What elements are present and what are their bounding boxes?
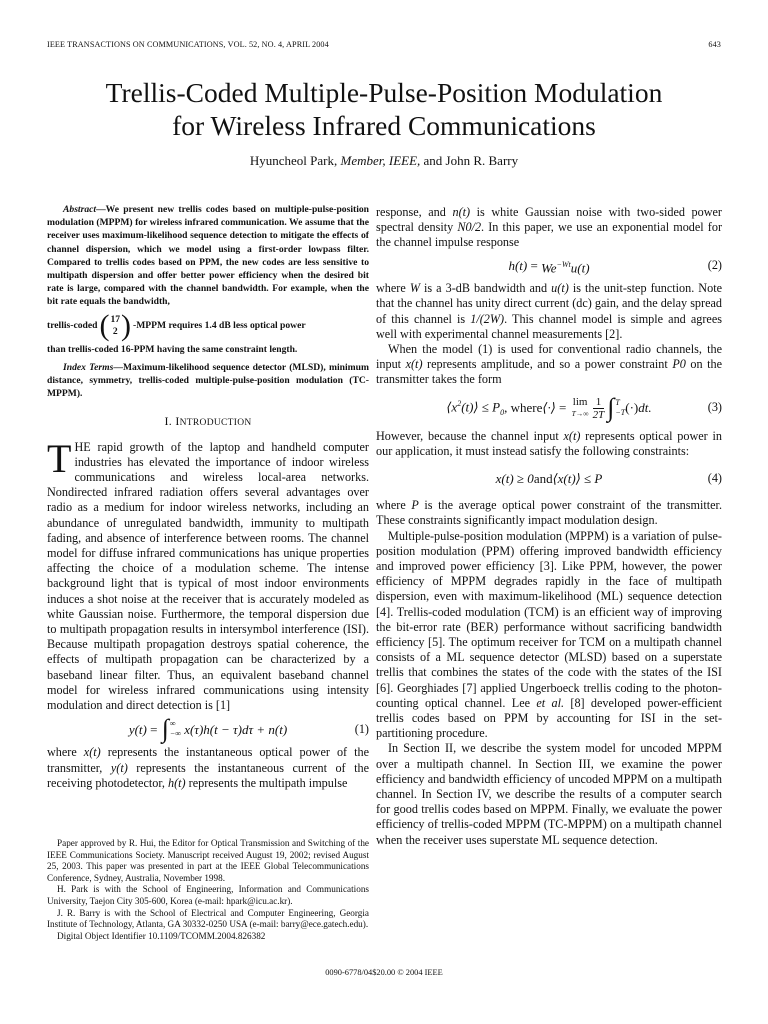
right-column: [376, 205, 722, 848]
title-line-1: Trellis-Coded Multiple-Pulse-Position Modulation: [105, 77, 663, 108]
abstract-binom-suffix: -MPPM requires 1.4 dB less optical power: [133, 320, 306, 332]
left-column: [47, 203, 369, 791]
journal-citation: IEEE TRANSACTIONS ON COMMUNICATIONS, VOL. 52, NO. 4, APRIL 2004: [47, 40, 329, 49]
right-paragraph-7: In Section II, we describe the system model for uncoded MPPM over a multipath channel. In Section III, we examine the power efficiency and bandwidth efficiency of uncoded MPPM on a multipath channel. In Section IV, we describe the results of a computer search for good trellis codes based on MPPM. Finally, we evaluate the power efficiency of trellis-coded MPPM (TC-MPPM) on a multipath channel when the receiver uses superstate ML sequence detection.: [376, 741, 722, 847]
footnote-barry: J. R. Barry is with the School of Electrical and Computer Engineering, Georgia Institute of Technology, Atlanta, GA 30332-0250 USA (e-mail: barry@ece.gatech.edu).: [47, 907, 369, 930]
paper-title: [0, 76, 768, 142]
right-paragraph-4: However, because the channel input x(t) represents optical power in our application, it must instead satisfy the following constraints:: [376, 428, 722, 458]
footnote-park: H. Park is with the School of Engineering, Information and Communications University, Taejon City 305-600, Korea (e-mail: hpark@icu.ac.kr).: [47, 884, 369, 906]
equation-1: y(t) = ∫ ∞ −∞ x(τ)h(t − τ)dτ + n(t) (1): [128, 714, 369, 744]
binomial-coefficient: ( 17 2 ): [99, 308, 132, 342]
equation-4-number: (4): [707, 470, 722, 485]
copyright-line: 0090-6778/04$20.00 © 2004 IEEE: [325, 968, 443, 977]
footnote-doi: Digital Object Identifier 10.1109/TCOMM.2004.826382: [57, 930, 266, 941]
binom-bottom: 2: [112, 325, 118, 337]
index-terms-text: —Maximum-likelihood sequence detector (MLSD), minimum distance, symmetry, trellis-coded multiple-pulse-position modulation (TC-MPPM).: [47, 361, 369, 400]
author-1: Hyuncheol Park,: [249, 153, 338, 168]
intro-paragraph: THE rapid growth of the laptop and handheld computer industries has elevated the importance of indoor wireless communications and wireless local-area networks. Nondirected infrared radiation offers several advantages over radio as a medium for indoor wireless networks, including an abundance of unregulated bandwidth, immunity to multipath fading, and absence of interference between rooms. The channel model for diffuse infrared communications has unique properties affecting the choice of a modulation scheme. The intense background light that is typical of most indoor environments induces a shot noise at the receiver that is accurately modeled as white Gaussian noise. Furthermore, the temporal dispersion due to multipath propagation results in intersymbol interference (ISI). Because multipath propagation destroys spatial coherence, the effects of multipath propagation can be characterized by a baseband linear filter. Thus, an equivalent baseband channel model for wireless infrared communications using intensity modulation and direct detection is [1]: [47, 435, 369, 713]
equation-3: $⟨x^2(t)⟩ \le P_0$ , where ⟨·⟩ = lim T→∞ $\frac{1}{2T}$ ∫ T −T (·) dt. (3): [446, 393, 722, 423]
abstract-tail: than trellis-coded 16-PPM having the same constraint length.: [47, 343, 298, 355]
author-list: [0, 153, 768, 169]
running-head: [47, 40, 721, 49]
equation-2-number: (2): [707, 258, 722, 273]
section-heading-introduction: I. INTRODUCTION: [164, 414, 252, 429]
binom-top: 17: [110, 313, 121, 325]
right-paragraph-5: where P is the average optical power constraint of the transmitter. These constraints significantly impact modulation design.: [376, 498, 722, 528]
title-line-2: for Wireless Infrared Communications: [172, 110, 596, 141]
author-2: and John R. Barry: [420, 153, 519, 168]
equation-3-number: (3): [707, 400, 722, 415]
right-paragraph-3: When the model (1) is used for conventional radio channels, the input x(t) represents amplitude, and so a power constraint P0 on the transmitter takes the form: [376, 341, 722, 387]
index-terms-label: Index Terms: [63, 361, 114, 373]
abstract: [47, 203, 369, 400]
equation-2: h(t) = $We^{-Wt}u(t)$ (2): [508, 258, 722, 275]
right-paragraph-6: Multiple-pulse-position modulation (MPPM) is a variation of pulse-position modulation (PPM) offering improved bandwidth efficiency and improved power efficiency [3]. Like PPM, however, the power efficiency of MPPM degrades rapidly in the face of multipath dispersion, even with maximum-likelihood (ML) sequence detection [4]. Trellis-coded modulation (TCM) is an efficient way of improving the bit-error rate (BER) performance without sacrificing bandwidth efficiency [5]. The optimum receiver for TCM on a multipath channel consists of a ML sequence detector (MLSD) based on a superstate trellis that combines the states of the code with the states of the ISI [6]. Georghiades [7] applied Ungerboeck trellis coding to the photon-counting optical channel. Lee et al. [8] developed power-efficient trellis codes based on PPM by accounting for ISI in the set-partitioning procedure.: [376, 528, 722, 741]
abstract-text: —We present new trellis codes based on multiple-pulse-position modulation (MPPM) for wireless infrared communication. We assume that the receiver uses maximum-likelihood sequence detection to mitigate the effects of channel dispersion, which we model using a first-order lowpass filter. Compared to trellis codes based on PPM, the new codes are less sensitive to multipath dispersion and offer better power efficiency when the desired bit rate is large, compared with the channel bandwidth. For example, when the bit rate equals the bandwidth,: [47, 204, 369, 308]
abstract-binom-line: [47, 308, 369, 342]
footnotes: [47, 838, 369, 942]
author-1-role: Member, IEEE,: [340, 153, 421, 168]
right-paragraph-2: where W is a 3-dB bandwidth and u(t) is the unit-step function. Note that the channel has unity direct current (dc) gain, and the delay spread of this channel is 1/(2W). This channel model is simple and agrees well with experimental channel measurements [2].: [376, 281, 722, 341]
abstract-label: Abstract: [63, 204, 97, 215]
abstract-binom-prefix: trellis-coded: [47, 320, 98, 332]
drop-cap: T: [47, 435, 72, 481]
page-number: 643: [708, 40, 721, 49]
right-paragraph-1: response, and n(t) is white Gaussian noise with two-sided power spectral density N0/2. In this paper, we use an exponential model for the channel impulse response: [376, 205, 723, 250]
equation-1-number: (1): [354, 721, 369, 736]
equation-4: x(t) ≥ 0 and ⟨x(t)⟩ ≤ P (4): [495, 470, 722, 486]
intro-paragraph-2: where x(t) represents the instantaneous optical power of the transmitter, y(t) represents the instantaneous current of the receiving photodetector, h(t) represents the multipath impulse: [47, 745, 370, 790]
footnote-editor: Paper approved by R. Hui, the Editor for Optical Transmission and Switching of the IEEE Communications Society. Manuscript received August 19, 2002; revised August 25, 2003. This paper was presented in part at the IEEE Global Telecommunications Conference, Sydney, Australia, November 1998.: [47, 838, 369, 883]
